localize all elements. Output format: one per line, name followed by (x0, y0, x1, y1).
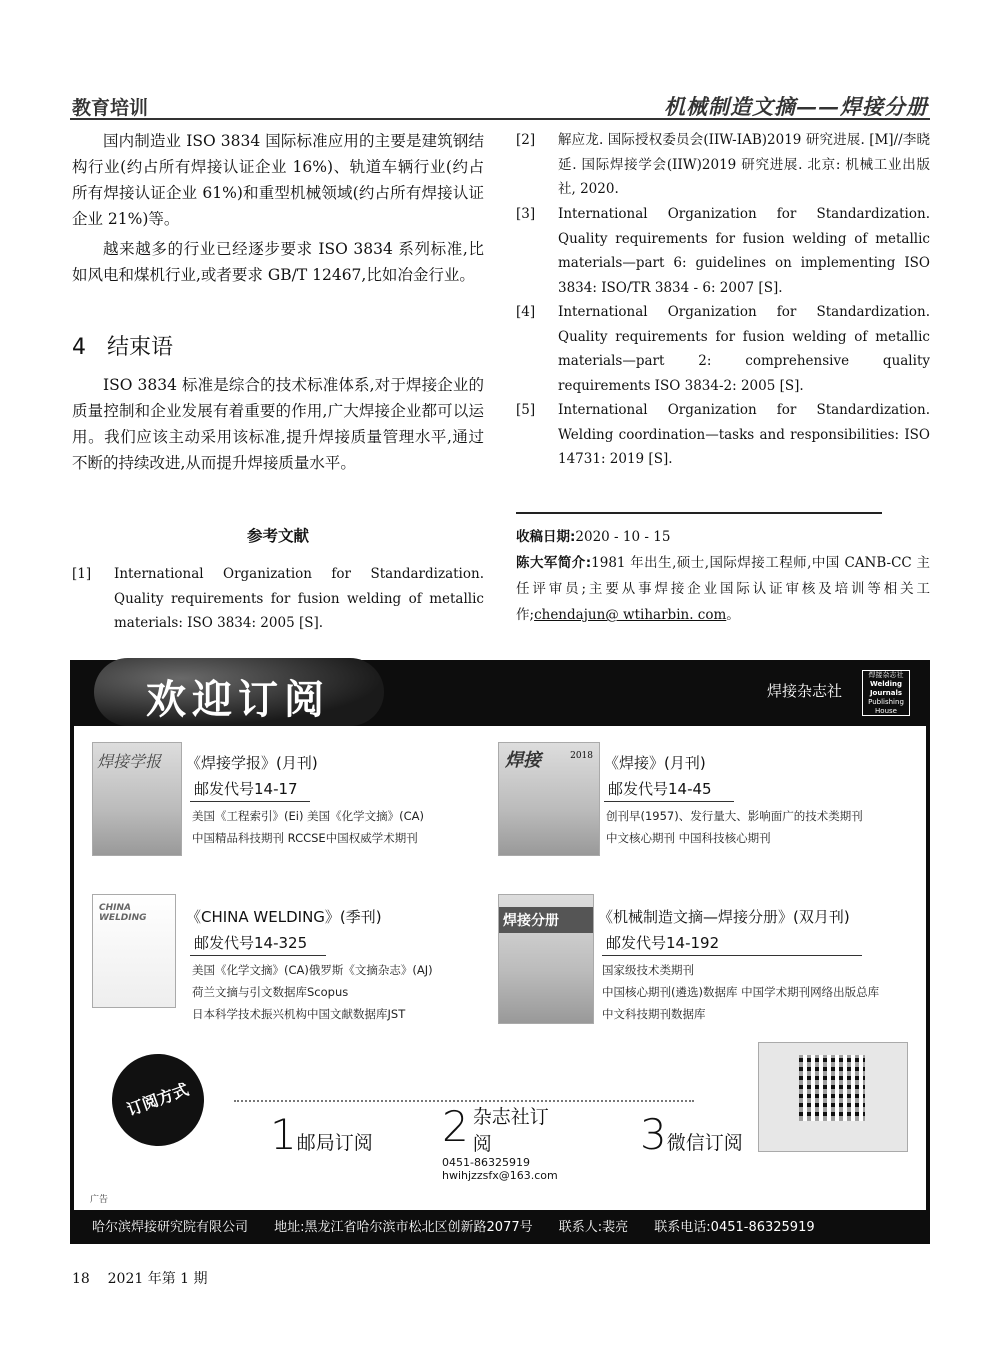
wechat-qr-code[interactable] (758, 1042, 908, 1152)
paragraph-2: 越来越多的行业已经逐步要求 ISO 3834 系列标准,比如风电和煤机行业,或者要求 GB/T 12467,比如冶金行业。 (72, 240, 484, 284)
issue-label: 2021 年第 1 期 (107, 1271, 208, 1287)
page-footer (72, 1268, 208, 1288)
reference-text: International Organization for Standardization. Quality requirements for fusion welding of metallic materials: ISO 3834: 2005 [S]. (114, 566, 484, 631)
subscription-badge: 订阅方式 (99, 1041, 217, 1159)
reference-item (516, 398, 930, 472)
ad-footer (70, 1212, 930, 1244)
magazine-cover: 焊接学报 (92, 742, 182, 856)
section-number: 4 (72, 335, 86, 360)
reference-number: [2] (516, 132, 536, 148)
reference-number: [1] (72, 566, 92, 582)
indexing-line: 中文核心期刊 中国科技核心期刊 (606, 831, 771, 845)
postal-code: 邮发代号14-17 (190, 778, 310, 802)
company-address: 地址:黑龙江省哈尔滨市松北区创新路2077号 (274, 1220, 533, 1235)
section-title: 结束语 (106, 335, 173, 360)
section-heading (72, 330, 173, 361)
indexing-line: 国家级技术类期刊 (602, 963, 694, 977)
info-divider (516, 512, 882, 514)
author-info (516, 524, 930, 628)
received-date: 收稿日期:2020 - 10 - 15 (516, 529, 671, 545)
reference-number: [4] (516, 304, 536, 320)
reference-item (516, 300, 930, 398)
section-label: 教育培训 (72, 97, 149, 119)
publisher-logo: 焊接杂志社 Welding Journals Publishing House (862, 670, 910, 716)
reference-text: International Organization for Standardization. Welding coordination—tasks and responsibilities: ISO 14731: 2019 [S]. (558, 402, 930, 467)
method-publisher: 2 杂志社订阅 0451-86325919 hwihjzzsfx@163.com (442, 1102, 558, 1182)
contact-person: 联系人:裴亮 (558, 1220, 629, 1235)
magazine-cover: 焊接 2018 (498, 742, 600, 856)
references-title: 参考文献 (246, 527, 309, 545)
publisher-name: 焊接杂志社 (766, 682, 842, 700)
indexing-line: 美国《化学文摘》(CA)俄罗斯《文摘杂志》(AJ) (192, 963, 433, 977)
magazine-cover: CHINA WELDING (92, 894, 176, 1008)
journal-title: 机械制造文摘——焊接分册 (664, 94, 928, 119)
method-wechat: 3微信订阅 (640, 1110, 743, 1159)
ad-content (74, 726, 926, 1210)
company-name: 哈尔滨焊接研究院有限公司 (92, 1220, 249, 1235)
reference-list (516, 128, 930, 472)
magazine-name: 《焊接学报》(月刊) (186, 754, 318, 772)
ad-label: 广告 (90, 1195, 109, 1205)
subscription-ad (70, 660, 930, 1244)
reference-item (72, 562, 484, 636)
magazine-name: 《CHINA WELDING》(季刊) (186, 908, 382, 926)
postal-code: 邮发代号14-192 (602, 932, 862, 956)
postal-code: 邮发代号14-325 (190, 932, 326, 956)
reference-item (516, 128, 930, 202)
indexing-line: 创刊早(1957)、发行量大、影响面广的技术类期刊 (606, 809, 863, 823)
indexing-line: 日本科学技术振兴机构中国文献数据库JST (192, 1007, 406, 1021)
reference-number: [3] (516, 206, 536, 222)
method-post-office: 1邮局订阅 (270, 1110, 373, 1159)
indexing-line: 中国精品科技期刊 RCCSE中国权威学术期刊 (192, 831, 418, 845)
reference-text: 解应龙. 国际授权委员会(IIW-IAB)2019 研究进展. [M]//李晓延. 国际焊接学会(IIW)2019 研究进展. 北京: 机械工业出版社, 2020. (558, 132, 930, 197)
header-divider (70, 118, 930, 120)
author-email-link[interactable]: chendajun@ wtiharbin. com (534, 607, 727, 623)
indexing-line: 美国《工程索引》(Ei) 美国《化学文摘》(CA) (192, 809, 424, 823)
indexing-line: 中文科技期刊数据库 (602, 1007, 706, 1021)
magazine-name: 《焊接》(月刊) (604, 754, 706, 772)
reference-item (516, 202, 930, 300)
reference-number: [5] (516, 402, 536, 418)
page-number: 18 (72, 1271, 90, 1287)
indexing-line: 荷兰文摘与引文数据库Scopus (192, 985, 349, 999)
paragraph-1: 国内制造业 ISO 3834 国际标准应用的主要是建筑钢结构行业(约占所有焊接认证企业 16%)、轨道车辆行业(约占所有焊接认证企业 61%)和重型机械领域(约占所有焊接认证企业 21%)等。 (72, 132, 484, 228)
magazine-name: 《机械制造文摘—焊接分册》(双月刊) (598, 908, 850, 926)
indexing-line: 中国核心期刊(遴选)数据库 中国学术期刊网络出版总库 (602, 985, 880, 999)
reference-text: International Organization for Standardization. Quality requirements for fusion welding of metallic materials—part 6: guidelines on implementing ISO 3834: ISO/TR 3834 - 6: 2007 [S]. (558, 206, 930, 296)
ad-title: 欢迎订阅 (94, 660, 394, 726)
postal-code: 邮发代号14-45 (604, 778, 734, 802)
reference-text: International Organization for Standardization. Quality requirements for fusion welding of metallic materials—part 2: comprehensive quality requirements ISO 3834-2: 2005 [S]. (558, 304, 930, 394)
contact-phone: 联系电话:0451-86325919 (654, 1220, 815, 1235)
author-bio: 陈大军简介:1981 年出生,硕士,国际焊接工程师,中国 CANB-CC 主任评审员;主要从事焊接企业国际认证审核及培训等相关工作;chendajun@ wtiharbin. com。 (516, 555, 930, 623)
magazine-cover: 焊接分册 (498, 894, 594, 1024)
paragraph-3: ISO 3834 标准是综合的技术标准体系,对于焊接企业的质量控制和企业发展有着重要的作用,广大焊接企业都可以运用。我们应该主动采用该标准,提升焊接质量管理水平,通过不断的持续改进,从而提升焊接质量水平。 (72, 376, 484, 472)
